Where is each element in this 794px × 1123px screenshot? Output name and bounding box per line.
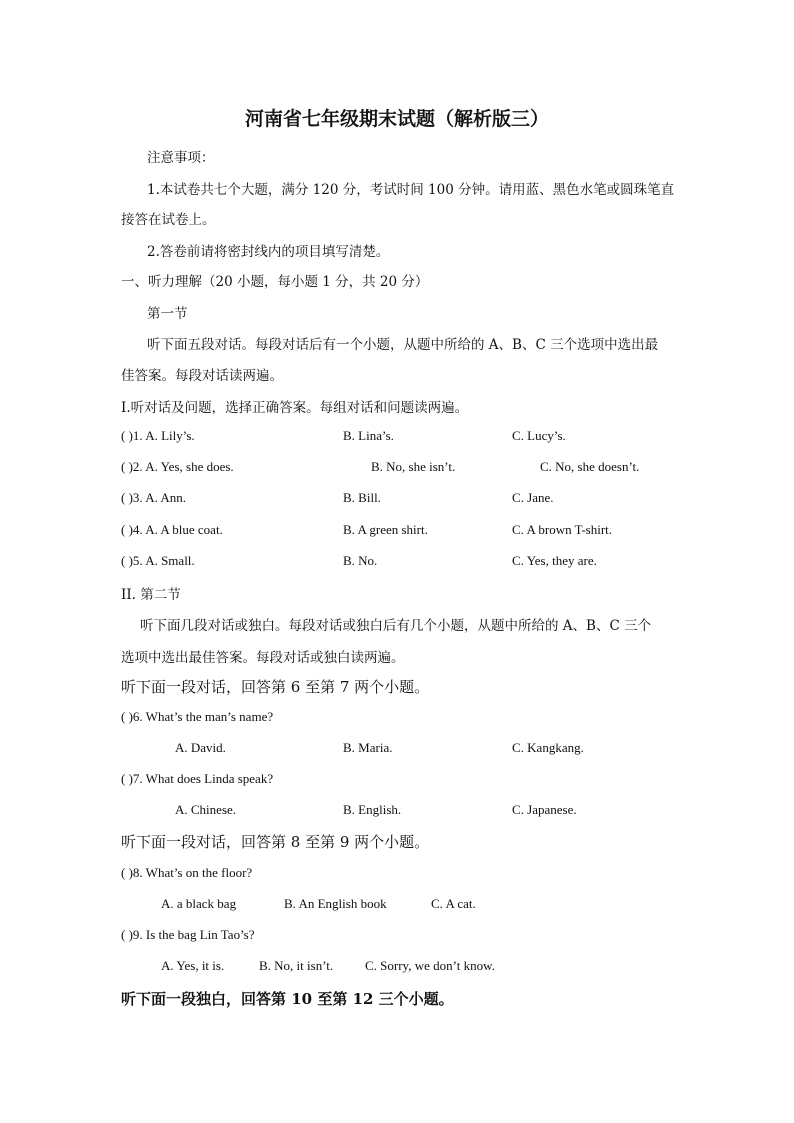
section-2-heading: II. 第二节 [121, 587, 181, 603]
notice-heading: 注意事项： [147, 150, 215, 166]
group-2-heading: 听下面一段对话，回答第 8 至第 9 两个小题。 [121, 833, 430, 851]
question-5-stem: ( )5. A. Small. [121, 553, 195, 568]
notice-item-1-line-1: 1.本试卷共七个大题，满分 120 分，考试时间 100 分钟。请用蓝、黑色水笔或圆珠笔直 [147, 182, 675, 198]
section-1-instruction-line-2: 佳答案。每段对话读两遍。 [121, 368, 283, 384]
group-3-heading: 听下面一段独白，回答第 10 至第 12 三个小题。 [121, 990, 454, 1008]
question-1-option-b: B. Lina’s. [343, 428, 394, 443]
page-title: 河南省七年级期末试题（解析版三） [244, 108, 549, 130]
part-1-heading: 第一节 [147, 306, 188, 322]
question-8-option-c: C. A cat. [431, 896, 476, 911]
question-6-stem: ( )6. What’s the man’s name? [121, 709, 274, 724]
question-9-option-a: A. Yes, it is. [161, 958, 225, 973]
question-5-option-c: C. Yes, they are. [512, 553, 597, 568]
notice-item-1-line-2: 接答在试卷上。 [121, 212, 216, 228]
question-8-option-a: A. a black bag [161, 896, 237, 911]
question-7-option-c: C. Japanese. [512, 802, 577, 817]
question-3-stem: ( )3. A. Ann. [121, 490, 186, 505]
question-2-option-c: C. No, she doesn’t. [540, 459, 640, 474]
question-3-option-c: C. Jane. [512, 490, 554, 505]
section-2-instruction-line-1: 听下面几段对话或独白。每段对话或独白后有几个小题，从题中所给的 A、B、C 三个 [140, 618, 652, 634]
section-1-instruction-line-1: 听下面五段对话。每段对话后有一个小题，从题中所给的 A、B、C 三个选项中选出最 [147, 337, 659, 353]
question-8-stem: ( )8. What’s on the floor? [121, 865, 253, 880]
question-9-stem: ( )9. Is the bag Lin Tao’s? [121, 927, 255, 942]
question-7-option-b: B. English. [343, 802, 402, 817]
notice-item-2: 2.答卷前请将密封线内的项目填写清楚。 [147, 244, 390, 260]
question-4-option-c: C. A brown T-shirt. [512, 522, 613, 537]
question-6-option-c: C. Kangkang. [512, 740, 584, 755]
question-9-option-b: B. No, it isn’t. [259, 958, 334, 973]
question-9-option-c: C. Sorry, we don’t know. [365, 958, 495, 973]
question-7-stem: ( )7. What does Linda speak? [121, 771, 274, 786]
question-7-option-a: A. Chinese. [175, 802, 237, 817]
question-1-option-c: C. Lucy’s. [512, 428, 566, 443]
section-1-heading: 一、听力理解（20 小题，每小题 1 分，共 20 分） [121, 274, 429, 290]
question-1-stem: ( )1. A. Lily’s. [121, 428, 195, 443]
section-2-instruction-line-2: 选项中选出最佳答案。每段对话或独白读两遍。 [121, 650, 405, 666]
question-8-option-b: B. An English book [284, 896, 387, 911]
question-2-stem: ( )2. A. Yes, she does. [121, 459, 234, 474]
question-3-option-b: B. Bill. [343, 490, 381, 505]
question-4-option-b: B. A green shirt. [343, 522, 428, 537]
section-1-sub-instruction: I.听对话及问题，选择正确答案。每组对话和问题读两遍。 [121, 400, 469, 416]
question-5-option-b: B. No. [343, 553, 378, 568]
question-6-option-b: B. Maria. [343, 740, 393, 755]
question-2-option-b: B. No, she isn’t. [371, 459, 456, 474]
question-6-option-a: A. David. [175, 740, 226, 755]
group-1-heading: 听下面一段对话，回答第 6 至第 7 两个小题。 [121, 678, 430, 696]
question-4-stem: ( )4. A. A blue coat. [121, 522, 223, 537]
